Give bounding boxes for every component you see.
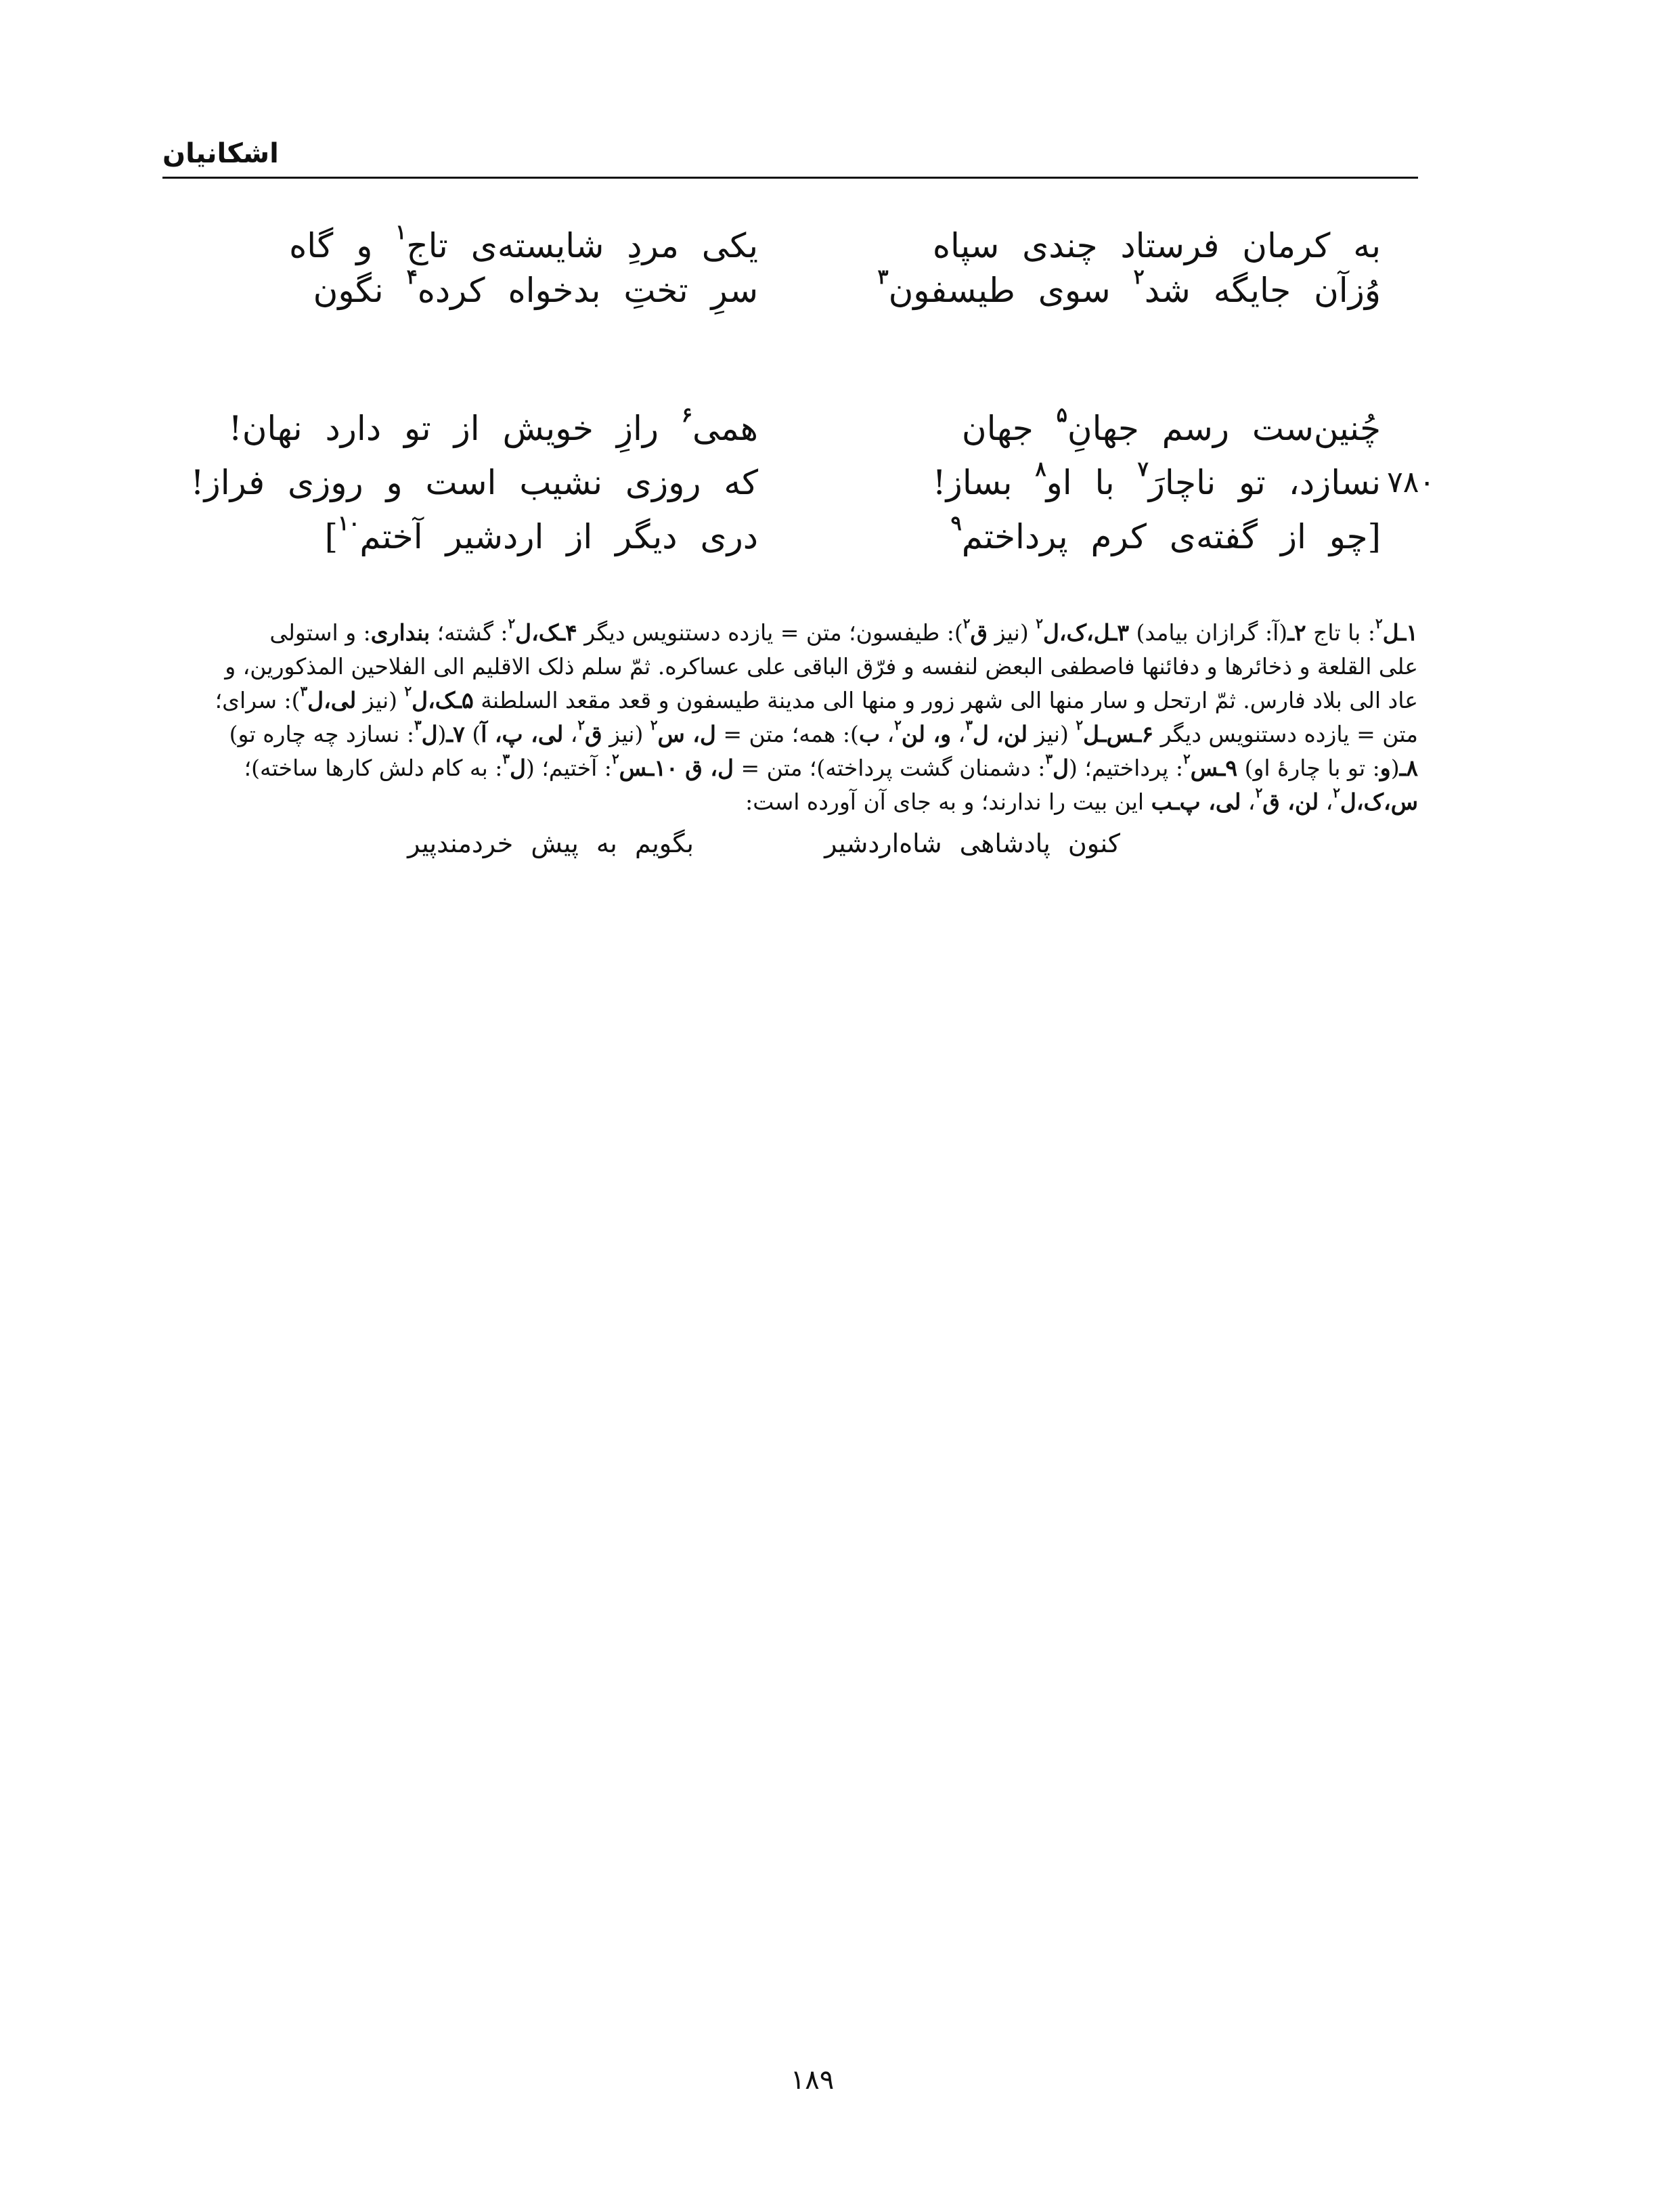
manuscript-siglum: ۱۰ـس	[619, 755, 678, 781]
footnote-text: : نسازد چه چاره تو)	[229, 721, 414, 747]
stanza-2	[190, 403, 1435, 559]
footnote-superscript: ۳	[502, 751, 510, 768]
manuscript-siglum: ل	[421, 721, 438, 747]
footnote-text: عاد الی بلاد فارس. ثمّ ارتحل و سار منها الی شهر زور و منها الی مدینة طیسفون و قعد مقعد السلطنة	[473, 687, 1418, 713]
footnote-text: : دشمنان گشت پرداخته)؛ متن =	[734, 755, 1046, 781]
footnote-superscript: ۲	[894, 717, 902, 734]
footnote-ref: ۳	[877, 265, 889, 289]
manuscript-siglum: ۶ـس‌ـل	[1082, 721, 1154, 747]
footnote-superscript: ۲	[1333, 785, 1340, 801]
footnote-text: (آ: گرازان بیامد)	[1129, 619, 1288, 646]
beyt	[244, 514, 1381, 559]
manuscript-siglum: ۵ـک،ل	[412, 687, 474, 713]
footnote-text: علی القلعة و ذخائرها و دفائنها فاصطفی البعض لنفسه و فرّق الباقی علی عساکره. ثمّ سلم ذلک الاقلیم الی الفلاحین المذکورین، و	[225, 653, 1418, 680]
manuscript-siglum: ل، س	[657, 721, 716, 747]
manuscript-siglum: ۳ـل،ک،ل	[1042, 619, 1130, 646]
footnote-text: ): سرای؛	[215, 687, 301, 713]
manuscript-siglum: لی،ل	[307, 687, 357, 713]
hemistich-left: که روزی نشیب است و روزی فراز!	[190, 463, 758, 502]
footnote-superscript: ۳	[300, 684, 308, 700]
footnote-ref: ۷	[1137, 458, 1149, 481]
footnote-text: (نیز	[356, 687, 405, 713]
footnote-superscript: ۲	[650, 717, 658, 734]
footnote-text: ،	[880, 721, 895, 747]
footnote-text	[678, 755, 686, 781]
footnote-line	[162, 616, 1418, 650]
manuscript-siglum: ق	[585, 721, 602, 747]
footnote-text: : پرداختیم؛ (	[1068, 755, 1183, 781]
footnote-superscript: ۲	[508, 616, 516, 632]
footnote-text: : تو با چارهٔ او)	[1237, 755, 1380, 781]
footnote-ref: ۱	[395, 221, 407, 244]
footnote-text: (نیز	[987, 619, 1036, 646]
footnote-superscript: ۳	[1045, 751, 1053, 768]
manuscript-siglum: بنداری	[370, 619, 430, 646]
footnote-text: )	[464, 721, 481, 747]
alternate-hemistich-right: کنون پادشاهی شاه‌اردشیر	[824, 828, 1120, 858]
running-title: اشکانیان	[162, 138, 279, 169]
verse-number: ۷۸۰	[1387, 465, 1435, 500]
manuscript-siglum: لی، پ‌ـب	[1151, 789, 1241, 815]
footnote-ref: ۵	[1056, 403, 1067, 427]
footnote-text: ): طیفسون؛ متن = یازده دستنویس دیگر	[577, 619, 963, 646]
footnote-text: ،	[1319, 789, 1333, 815]
footnote-superscript: ۲	[963, 616, 971, 632]
footnote-text: : به کام دلش کارها ساخته)؛	[244, 755, 503, 781]
footnote-superscript: ۳	[414, 717, 422, 734]
footnote-text: ،	[1241, 789, 1256, 815]
footnote-superscript: ۲	[1076, 717, 1083, 734]
stanza-1	[244, 223, 1381, 313]
manuscript-siglum: س،ک،ل	[1340, 789, 1418, 815]
manuscript-siglum: ل	[510, 755, 527, 781]
footnote-line	[162, 751, 1418, 785]
manuscript-siglum: ۲ـ	[1287, 619, 1306, 646]
alternate-hemistich-left: بگویم به پیش خردمندپیر	[407, 828, 694, 858]
footnote-ref: ۲	[1133, 265, 1145, 289]
manuscript-siglum: و	[1379, 755, 1391, 781]
footnote-text: (نیز	[602, 721, 650, 747]
hemistich-left: یکی مردِ شایسته‌ی تاج$^۱$ و گاه	[289, 221, 758, 265]
manuscript-siglum: ق	[970, 619, 988, 646]
manuscript-siglum: ب	[858, 721, 881, 747]
footnote-text: : و استولی	[269, 619, 371, 646]
footnote-superscript: ۲	[1182, 751, 1191, 768]
footnote-text: : آختیم؛ (	[526, 755, 612, 781]
footnote-ref: ۸	[1035, 458, 1046, 481]
footnote-line	[162, 785, 1418, 819]
footnote-superscript: ۲	[611, 751, 619, 768]
footnote-superscript: ۲	[577, 717, 585, 734]
footnote-text: (	[1390, 755, 1400, 781]
footnote-superscript: ۲	[1375, 616, 1383, 632]
manuscript-siglum: لن، ل	[972, 721, 1028, 747]
footnote-text: متن = یازده دستنویس دیگر	[1153, 721, 1418, 747]
footnote-superscript: ۳	[965, 717, 973, 734]
hemistich-right: وُزآن جایگه شد$^۲$ سوی طیسفون$^۳$	[877, 265, 1381, 310]
hemistich-left: دری دیگر از اردشیر آختم$^{۱۰}$]	[324, 512, 758, 556]
footnote-ref: ۴	[406, 265, 418, 289]
footnote-text: ): همه؛ متن =	[715, 721, 859, 747]
hemistich-right: چُنین‌ست رسم جهانِ$^۵$ جهان	[961, 403, 1381, 448]
hemistich-right: به کرمان فرستاد چندی سپاه	[932, 226, 1381, 265]
footnote-text: : با تاج	[1306, 619, 1375, 646]
manuscript-siglum: ۸ـ	[1399, 755, 1418, 781]
footnote-text: : گشته؛	[430, 619, 508, 646]
footnote-text: این بیت را ندارند؛ و به جای آن آورده است:	[745, 789, 1151, 815]
page-number: ۱۸۹	[790, 2064, 835, 2096]
footnote-text: (	[437, 721, 447, 747]
manuscript-siglum: ۱ـل	[1382, 619, 1418, 646]
footnote-text: ،	[563, 721, 578, 747]
footnote-line	[162, 650, 1418, 684]
footnote-superscript: ۲	[1036, 616, 1043, 632]
manuscript-siglum: و، لن	[901, 721, 952, 747]
beyt	[190, 458, 1435, 505]
manuscript-siglum: لی، پ، آ	[481, 721, 564, 747]
footnote-ref: ۶	[681, 403, 693, 427]
footnote-ref: ۱۰	[338, 512, 360, 535]
header-rule	[162, 177, 1418, 179]
hemistich-right: نسازد، تو ناچارَ$^۷$ با او$^۸$ بساز!	[932, 458, 1381, 502]
alternate-beyt	[162, 823, 1418, 864]
footnote-line	[162, 684, 1418, 717]
manuscript-siglum: ۹ـس	[1190, 755, 1238, 781]
footnote-text: (نیز	[1027, 721, 1076, 747]
beyt	[244, 223, 1381, 268]
manuscript-siglum: لن، ق	[1262, 789, 1319, 815]
footnotes	[162, 616, 1418, 864]
beyt	[244, 265, 1381, 313]
footnote-superscript: ۲	[404, 684, 412, 700]
manuscript-siglum: ۷ـ	[446, 721, 465, 747]
footnote-text: ،	[951, 721, 966, 747]
hemistich-right: [چو از گفته‌ی کرم پرداختم$^۹$	[950, 512, 1381, 556]
manuscript-siglum: ۴ـک،ل	[515, 619, 577, 646]
manuscript-siglum: ل	[1052, 755, 1069, 781]
beyt	[228, 403, 1381, 451]
manuscript-siglum: ل، ق	[685, 755, 734, 781]
footnote-lines	[162, 616, 1418, 819]
footnote-superscript: ۲	[1255, 785, 1263, 801]
hemistich-left: همی$^۶$ رازِ خویش از تو دارد نهان!	[228, 403, 758, 448]
hemistich-left: سرِ تختِ بدخواه کرده$^۴$ نگون	[313, 265, 758, 310]
footnote-ref: ۹	[950, 512, 962, 535]
footnote-line	[162, 717, 1418, 751]
running-header	[162, 135, 1418, 179]
